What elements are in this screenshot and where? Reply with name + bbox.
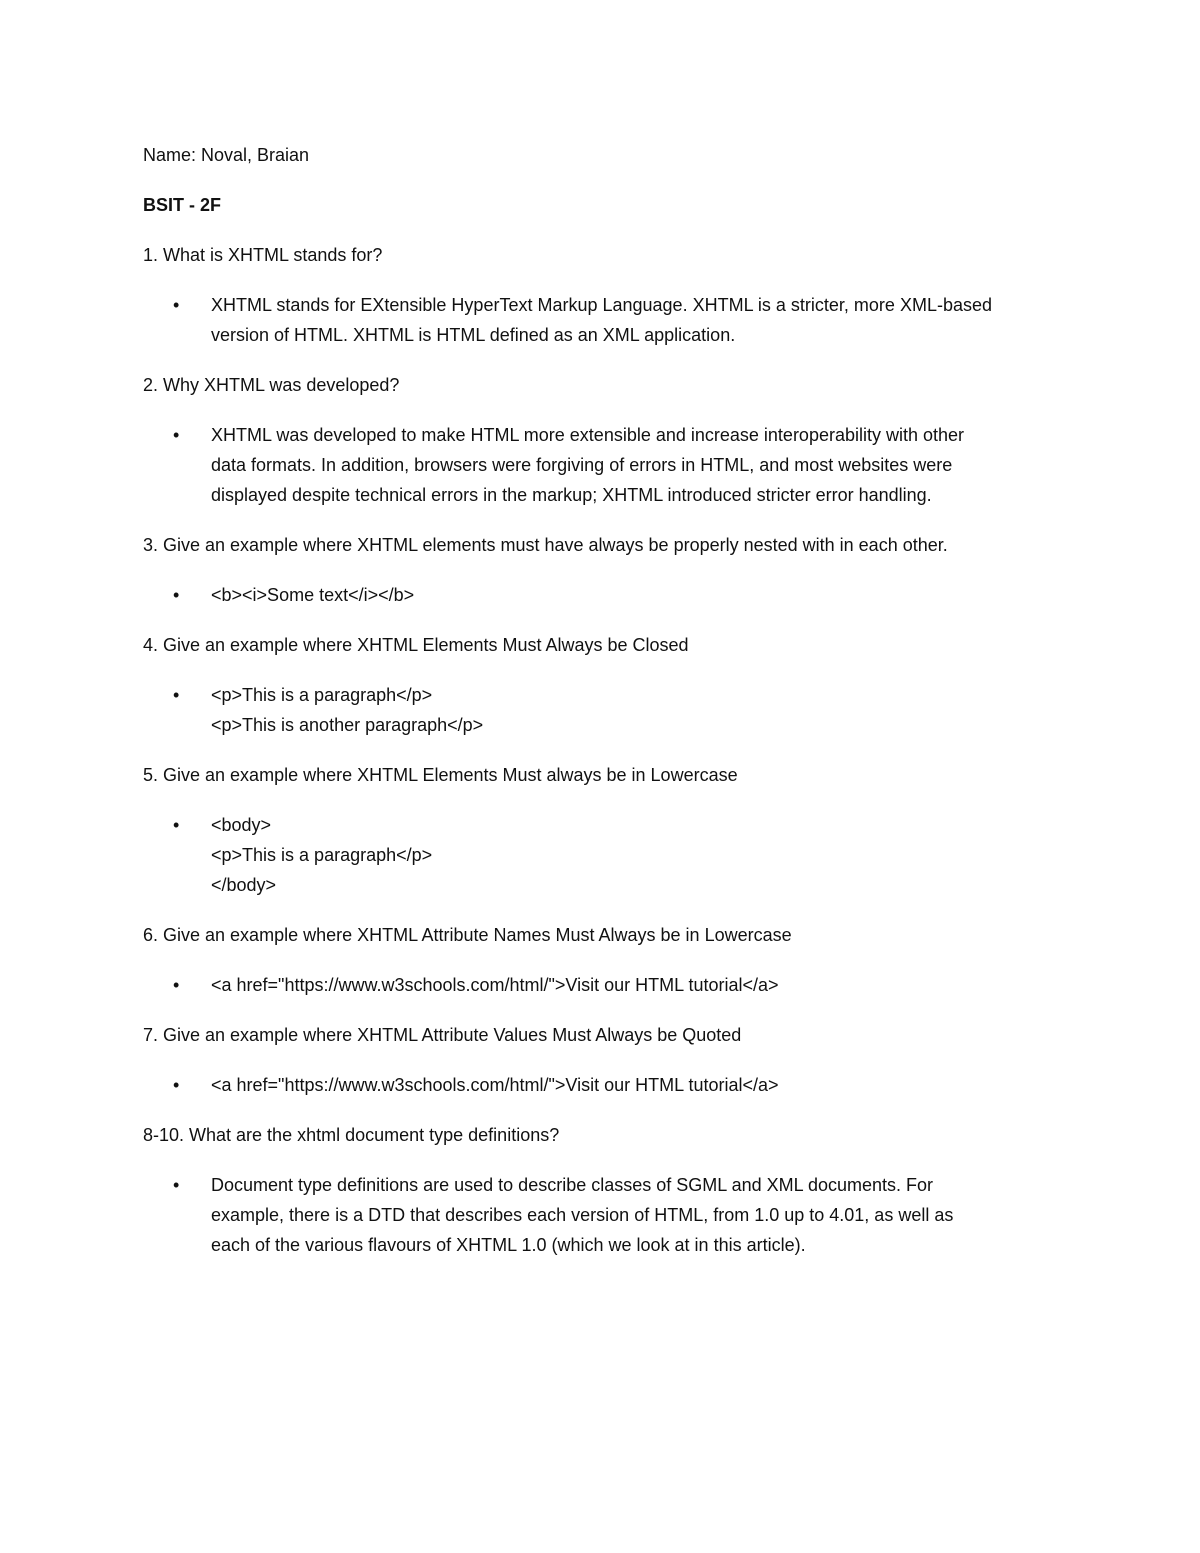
answer-list-2 xyxy=(143,420,1063,510)
bullet-icon: • xyxy=(173,1175,180,1195)
student-name: Name: Noval, Braian xyxy=(143,145,310,165)
question-2: 2. Why XHTML was developed? xyxy=(143,375,400,395)
answer-list-3 xyxy=(143,580,1063,610)
answer-1 xyxy=(143,290,1063,350)
answer-4 xyxy=(143,680,1063,740)
question-1: 1. What is XHTML stands for? xyxy=(143,245,383,265)
bullet-icon: • xyxy=(173,975,180,995)
answer-6 xyxy=(143,970,1063,1000)
answer-line: <b><i>Some text</i></b> xyxy=(211,585,415,605)
answer-list-8 xyxy=(143,1170,1063,1260)
answer-line: Document type definitions are used to describe classes of SGML and XML documents. For xyxy=(211,1175,934,1195)
question-7: 7. Give an example where XHTML Attribute Values Must Always be Quoted xyxy=(143,1025,742,1045)
question-answer-list xyxy=(143,240,1063,1260)
bullet-icon: • xyxy=(173,585,180,605)
answer-8 xyxy=(143,1170,1063,1260)
question-3: 3. Give an example where XHTML elements must have always be properly nested with in each other. xyxy=(143,535,948,555)
answer-line: </body> xyxy=(211,875,277,895)
question-6: 6. Give an example where XHTML Attribute Names Must Always be in Lowercase xyxy=(143,925,792,945)
answer-line: <p>This is a paragraph</p> xyxy=(211,845,433,865)
bullet-icon: • xyxy=(173,295,180,315)
answer-line: <body> xyxy=(211,815,272,835)
document-body xyxy=(143,140,1063,1280)
answer-line: <p>This is another paragraph</p> xyxy=(211,715,484,735)
answer-7 xyxy=(143,1070,1063,1100)
answer-list-5 xyxy=(143,810,1063,900)
answer-line: XHTML was developed to make HTML more extensible and increase interoperability with other xyxy=(211,425,965,445)
answer-list-6 xyxy=(143,970,1063,1000)
answer-line: <a href="https://www.w3schools.com/html/">Visit our HTML tutorial</a> xyxy=(211,975,779,995)
bullet-icon: • xyxy=(173,815,180,835)
bullet-icon: • xyxy=(173,1075,180,1095)
answer-line: each of the various flavours of XHTML 1.0 (which we look at in this article). xyxy=(211,1235,806,1255)
bullet-icon: • xyxy=(173,425,180,445)
student-section: BSIT - 2F xyxy=(143,195,222,215)
bullet-icon: • xyxy=(173,685,180,705)
answer-line: <p>This is a paragraph</p> xyxy=(211,685,433,705)
answer-line: XHTML stands for EXtensible HyperText Markup Language. XHTML is a stricter, more XML-based xyxy=(211,295,992,315)
question-8: 8-10. What are the xhtml document type definitions? xyxy=(143,1125,560,1145)
question-5: 5. Give an example where XHTML Elements Must always be in Lowercase xyxy=(143,765,738,785)
answer-list-4 xyxy=(143,680,1063,740)
answer-3 xyxy=(143,580,1063,610)
answer-2 xyxy=(143,420,1063,510)
answer-line: data formats. In addition, browsers were forgiving of errors in HTML, and most websites were xyxy=(211,455,953,475)
answer-line: version of HTML. XHTML is HTML defined as an XML application. xyxy=(211,325,736,345)
question-4: 4. Give an example where XHTML Elements Must Always be Closed xyxy=(143,635,689,655)
answer-list-7 xyxy=(143,1070,1063,1100)
answer-line: displayed despite technical errors in the markup; XHTML introduced stricter error handling. xyxy=(211,485,932,505)
answer-list-1 xyxy=(143,290,1063,350)
answer-line: <a href="https://www.w3schools.com/html/">Visit our HTML tutorial</a> xyxy=(211,1075,779,1095)
answer-line: example, there is a DTD that describes each version of HTML, from 1.0 up to 4.01, as well as xyxy=(211,1205,954,1225)
answer-5 xyxy=(143,810,1063,900)
